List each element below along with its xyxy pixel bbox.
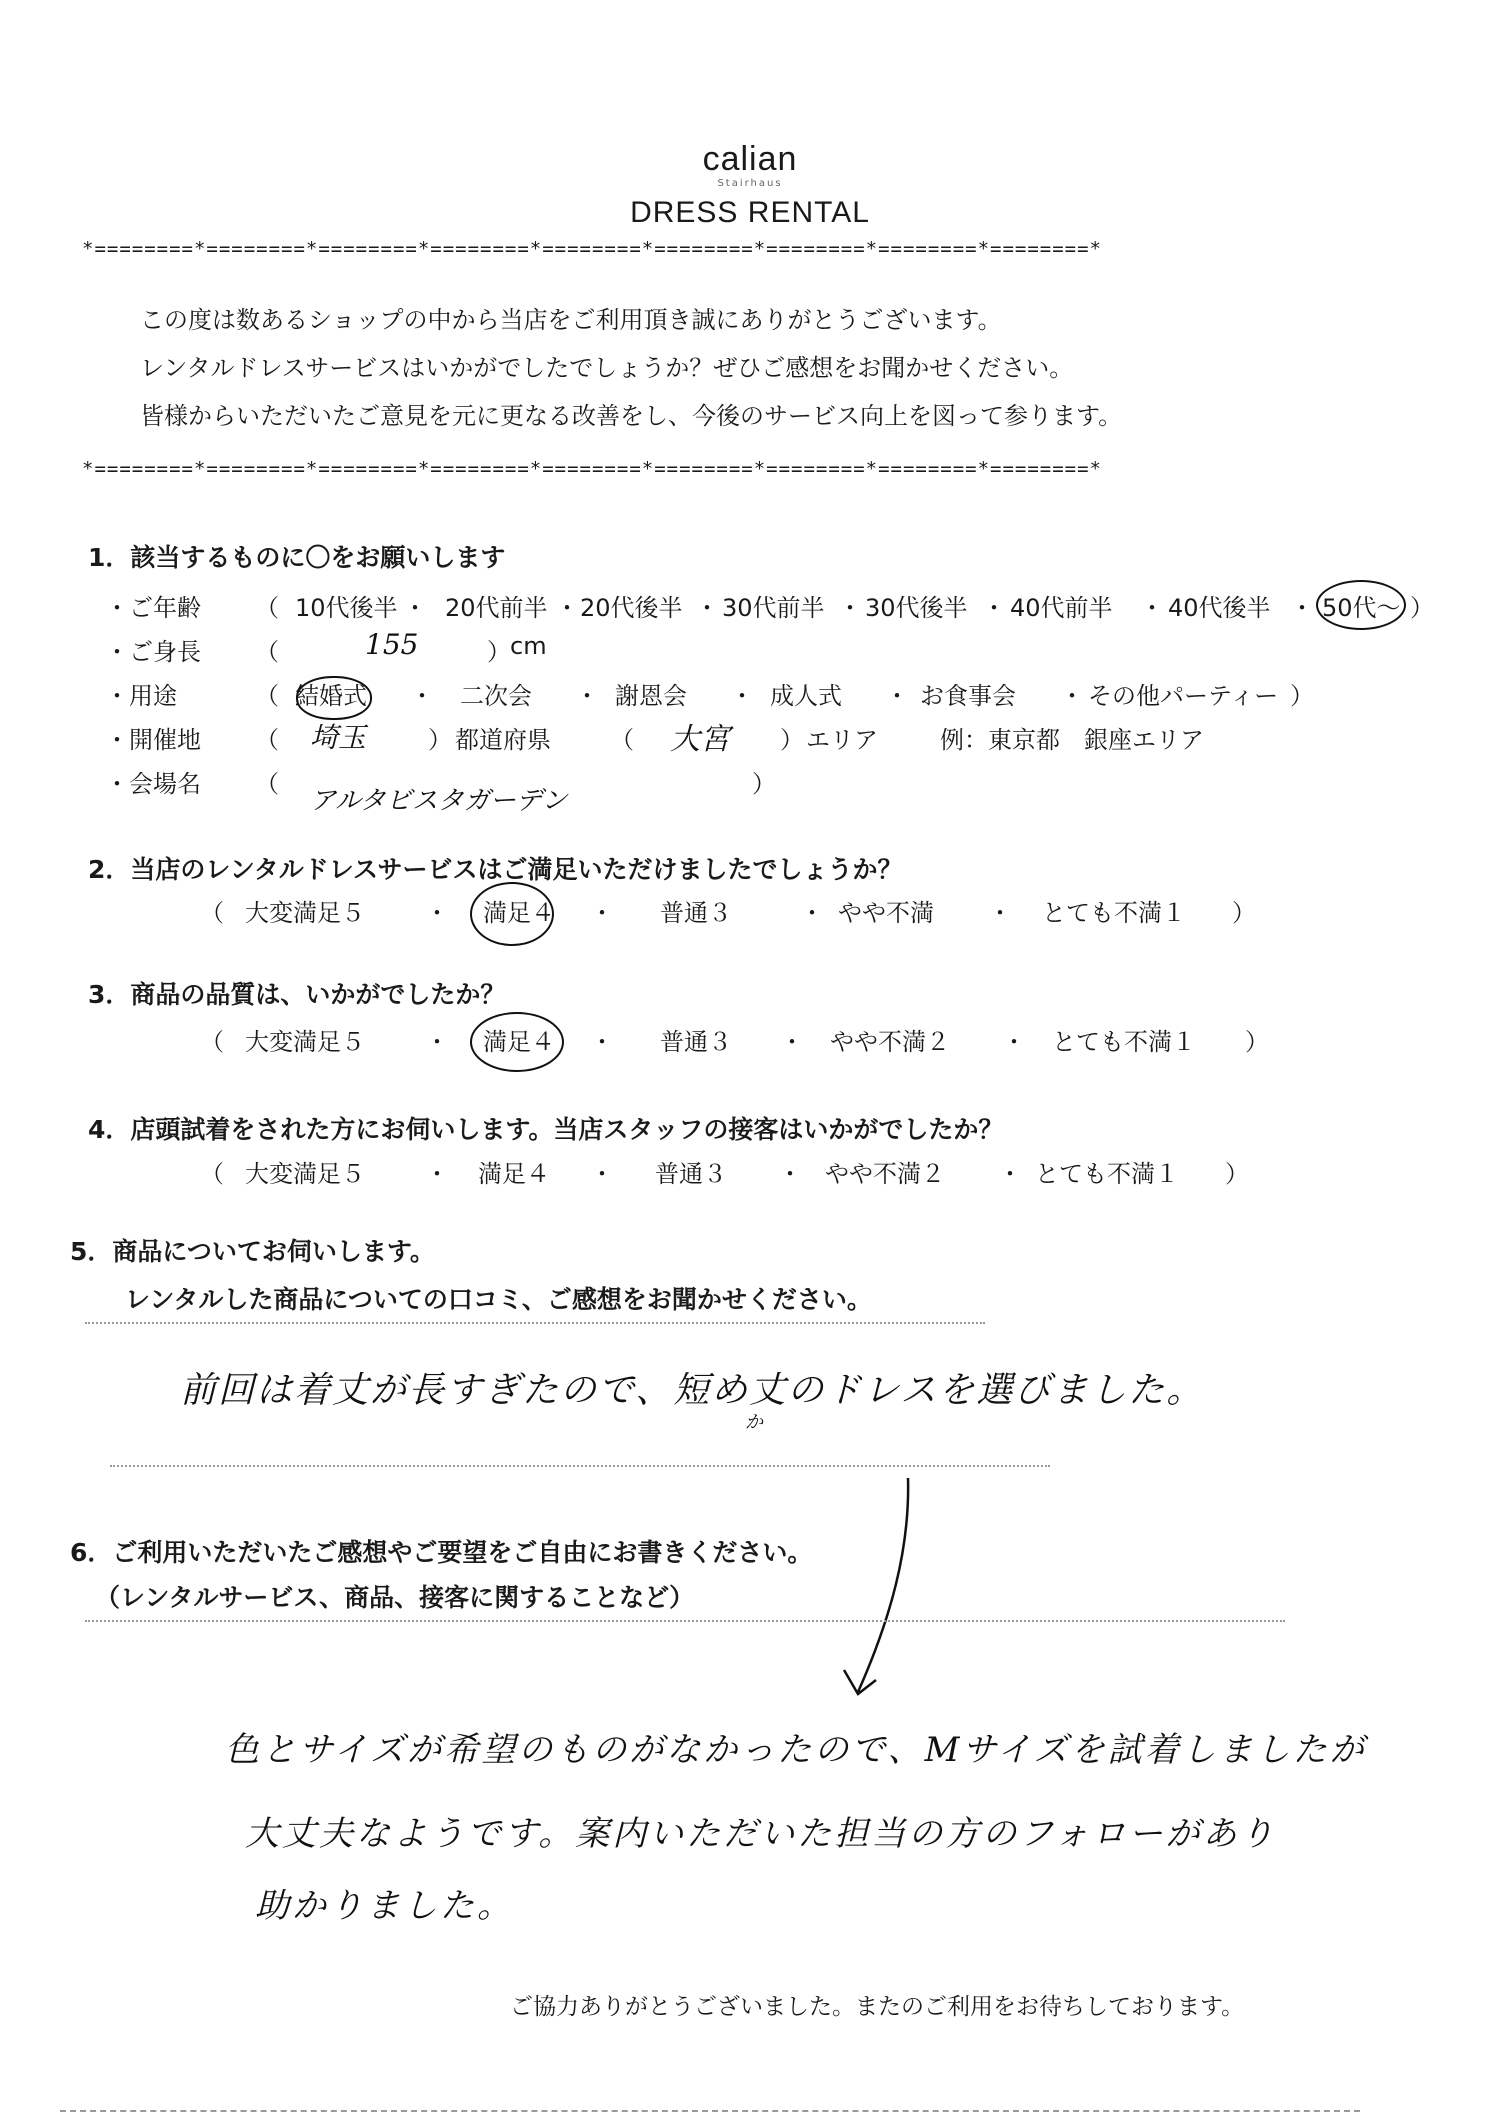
q4-title: 4．店頭試着をされた方にお伺いします。当店スタッフの接客はいかがでしたか？ <box>88 1115 1004 1144</box>
dotted-line <box>85 1620 1285 1622</box>
q5-subtitle: レンタルした商品についての口コミ、ご感想をお聞かせください。 <box>125 1285 872 1314</box>
age-options: 10代後半 ・ 20代前半 ・ 20代後半 ・ 30代前半 ・ 30代後半 ・ 40代前半 ・ 40代後半 ・ 50代～ ） <box>0 588 1500 628</box>
purpose-open-paren: （ <box>255 682 279 710</box>
prefecture-value[interactable]: 埼玉 <box>310 721 367 754</box>
q6-answer-line-3[interactable]: 助かりました。 <box>255 1886 514 1926</box>
q4-option[interactable]: とても不満１ <box>1035 1160 1179 1188</box>
height-close-paren: ） <box>487 638 511 666</box>
q6-answer-line-2[interactable]: 大丈夫なようです。案内いただいた担当の方のフォローがあり <box>245 1814 1277 1854</box>
intro-line-2: レンタルドレスサービスはいかがでしたでしょうか？ぜひご感想をお聞かせください。 <box>140 354 1074 382</box>
q3-title: 3．商品の品質は、いかがでしたか？ <box>88 980 506 1009</box>
q4-option[interactable]: やや不満２ <box>825 1160 945 1188</box>
area-close-paren: ） <box>780 726 804 754</box>
q2-option[interactable]: 普通３ <box>660 899 732 927</box>
purpose-options: 結婚式 ・ 二次会 ・ 謝恩会 ・ 成人式 ・ お食事会 ・ その他パーティー ） <box>0 676 1500 716</box>
q2-option-selected[interactable]: 満足４ <box>483 899 555 927</box>
location-label: ・開催地 <box>105 726 201 754</box>
q5-title: 5．商品についてお伺いします。 <box>70 1237 435 1266</box>
q6-title: 6．ご利用いただいたご感想やご要望をご自由にお書きください。 <box>70 1538 813 1567</box>
brand-logo: calian <box>702 140 798 178</box>
location-example: 例：東京都 銀座エリア <box>940 726 1204 754</box>
age-open-paren: （ <box>255 594 279 622</box>
purpose-option[interactable]: その他パーティー <box>1088 682 1279 710</box>
age-label: ・ご年齢 <box>105 594 201 622</box>
q5-answer[interactable]: 前回は着丈が長すぎたので、短め丈のドレスを選びました。 <box>180 1370 1205 1411</box>
bottom-line <box>60 2110 1360 2112</box>
q2-selection-circle <box>470 882 554 946</box>
venue-open-paren: （ <box>255 770 279 798</box>
brand-subtitle: Stairhaus <box>717 178 783 189</box>
venue-label: ・会場名 <box>105 770 201 798</box>
q6-subtitle: （レンタルサービス、商品、接客に関することなど） <box>95 1583 695 1612</box>
height-value[interactable]: 155 <box>365 628 419 661</box>
dotted-line <box>110 1465 1050 1467</box>
age-selection-circle <box>1316 580 1406 630</box>
q3-option[interactable]: 大変満足５ <box>245 1028 365 1056</box>
height-unit: cm <box>510 632 547 660</box>
age-option[interactable]: 20代前半 <box>445 594 548 622</box>
venue-close-paren: ） <box>752 770 776 798</box>
q4-option[interactable]: 普通３ <box>655 1160 727 1188</box>
area-value[interactable]: 大宮 <box>670 722 730 757</box>
purpose-option-selected[interactable]: 結婚式 <box>295 682 367 710</box>
intro-line-1: この度は数あるショップの中から当店をご利用頂き誠にありがとうございます。 <box>140 306 1002 334</box>
area-label: エリア <box>806 726 878 754</box>
location-open-paren: （ <box>255 726 279 754</box>
venue-value[interactable]: アルタビスタガーデン <box>310 786 568 816</box>
age-option[interactable]: 30代後半 <box>865 594 968 622</box>
q2-options: （ 大変満足５ ・ 満足４ ・ 普通３ ・ やや不満 ・ とても不満１ ） <box>0 893 1500 933</box>
q1-title: 1．該当するものに〇をお願いします <box>88 543 506 572</box>
age-option-selected[interactable]: 50代～ <box>1322 594 1401 622</box>
age-option[interactable]: 40代後半 <box>1168 594 1271 622</box>
age-option[interactable]: 20代後半 <box>580 594 683 622</box>
arrow-icon <box>830 1470 940 1710</box>
intro-line-3: 皆様からいただいたご意見を元に更なる改善をし、今後のサービス向上を図って参ります。 <box>140 402 1123 430</box>
purpose-label: ・用途 <box>105 682 177 710</box>
divider-bottom: *========*========*========*========*========*========*========*========*========* <box>82 458 1102 480</box>
insert-mark: か <box>745 1412 763 1433</box>
q6-answer-line-1[interactable]: 色とサイズが希望のものがなかったので、Mサイズを試着しましたが <box>225 1730 1367 1770</box>
height-label: ・ご身長 <box>105 638 201 666</box>
q3-options: （ 大変満足５ ・ 満足４ ・ 普通３ ・ やや不満２ ・ とても不満１ ） <box>0 1022 1500 1062</box>
q3-option[interactable]: やや不満２ <box>830 1028 950 1056</box>
prefecture-close-paren: ） <box>428 726 452 754</box>
purpose-option[interactable]: 二次会 <box>460 682 532 710</box>
q2-title: 2．当店のレンタルドレスサービスはご満足いただけましたでしょうか？ <box>88 855 903 884</box>
service-title: DRESS RENTAL <box>630 196 870 229</box>
purpose-option[interactable]: 成人式 <box>770 682 842 710</box>
q4-option[interactable]: 満足４ <box>478 1160 550 1188</box>
purpose-option[interactable]: 謝恩会 <box>615 682 687 710</box>
q3-option-selected[interactable]: 満足４ <box>483 1028 555 1056</box>
prefecture-label: 都道府県 <box>455 726 551 754</box>
purpose-selection-circle <box>296 676 372 720</box>
height-open-paren: （ <box>255 638 279 666</box>
age-option[interactable]: 10代後半 <box>295 594 398 622</box>
q4-option[interactable]: 大変満足５ <box>245 1160 365 1188</box>
q2-option[interactable]: やや不満 <box>838 899 934 927</box>
q2-option[interactable]: 大変満足５ <box>245 899 365 927</box>
q2-option[interactable]: とても不満１ <box>1042 899 1186 927</box>
footer-thanks: ご協力ありがとうございました。またのご利用をお待ちしております。 <box>510 1994 1245 2020</box>
q4-options: （ 大変満足５ ・ 満足４ ・ 普通３ ・ やや不満２ ・ とても不満１ ） <box>0 1154 1500 1194</box>
area-open-paren: （ <box>610 726 634 754</box>
dotted-line <box>85 1322 985 1324</box>
purpose-option[interactable]: お食事会 <box>920 682 1016 710</box>
q3-option[interactable]: 普通３ <box>660 1028 732 1056</box>
q3-option[interactable]: とても不満１ <box>1052 1028 1196 1056</box>
q3-selection-circle <box>470 1012 564 1072</box>
age-option[interactable]: 40代前半 <box>1010 594 1113 622</box>
divider-top: *========*========*========*========*========*========*========*========*========* <box>82 238 1102 260</box>
age-option[interactable]: 30代前半 <box>722 594 825 622</box>
